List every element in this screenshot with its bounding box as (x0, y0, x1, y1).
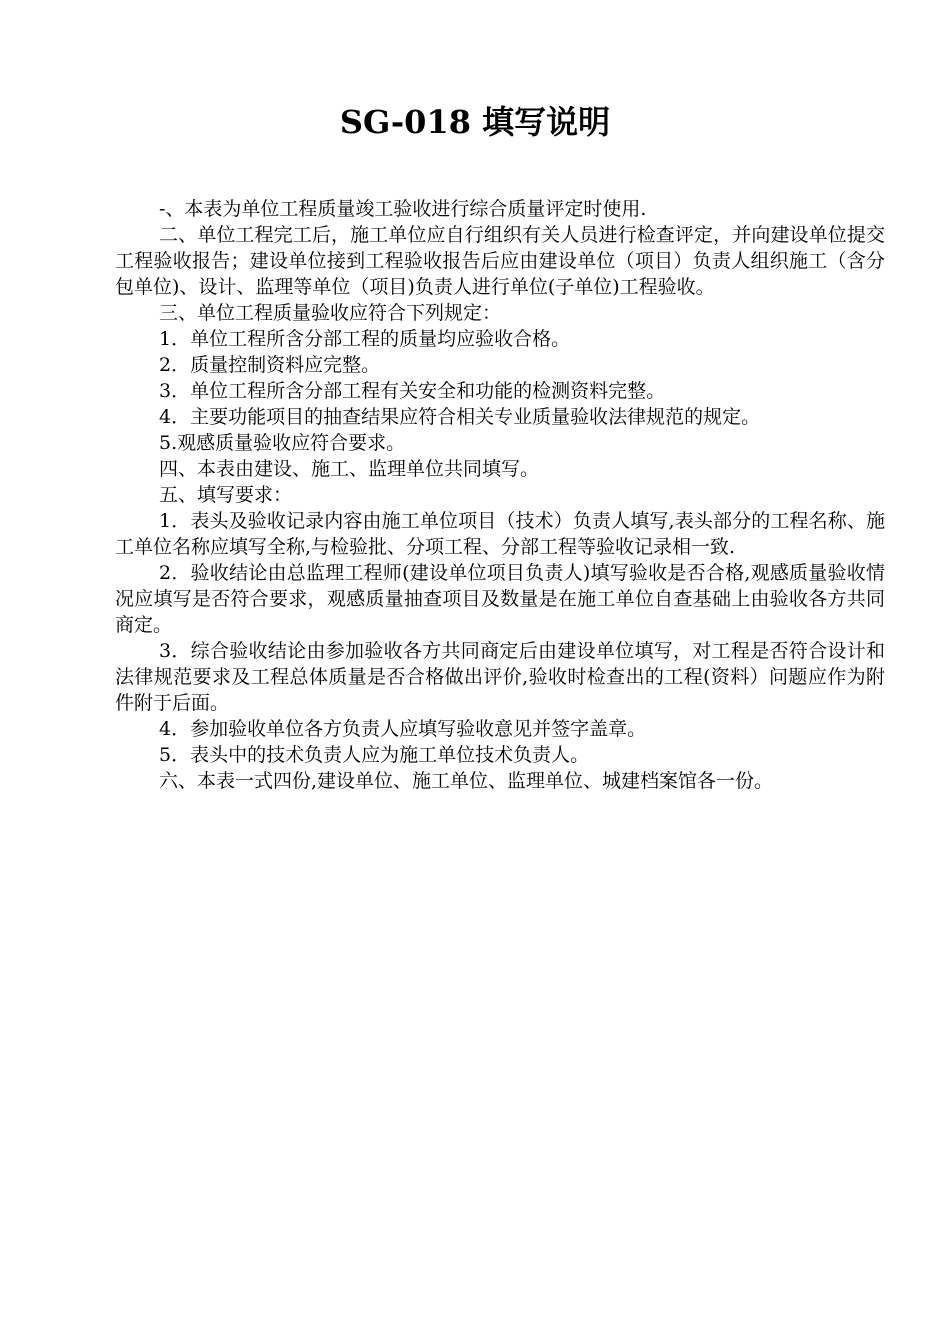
document-title: SG-018 填写说明 (339, 103, 611, 141)
paragraph-13: 3．综合验收结论由参加验收各方共同商定后由建设单位填写，对工程是否符合设计和法律规范要求及工程总体质量是否合格做出评价,验收时检查出的工程(资料）问题应作为附件附于后面。 (115, 640, 885, 714)
paragraph-16: 六、本表一式四份,建设单位、施工单位、监理单位、城建档案馆各一份。 (159, 770, 774, 792)
paragraph-14: 4．参加验收单位各方负责人应填写验收意见并签字盖章。 (159, 718, 647, 740)
paragraph-4: 1．单位工程所含分部工程的质量均应验收合格。 (159, 328, 571, 350)
paragraph-1: -、本表为单位工程质量竣工验收进行综合质量评定时使用. (159, 198, 647, 220)
paragraph-2: 二、单位工程完工后，施工单位应自行组织有关人员进行检查评定，并向建设单位提交工程验收报告；建设单位接到工程验收报告后应由建设单位（项目）负责人组织施工（含分包单位)、设计、监理等单位（项目)负责人进行单位(子单位)工程验收。 (115, 224, 885, 298)
paragraph-15: 5．表头中的技术负责人应为施工单位技术负责人。 (159, 744, 590, 766)
paragraph-6: 3．单位工程所含分部工程有关安全和功能的检测资料完整。 (159, 380, 666, 402)
document-body (115, 196, 885, 794)
paragraph-3: 三、单位工程质量验收应符合下列规定： (159, 302, 502, 324)
paragraph-7: 4．主要功能项目的抽查结果应符合相关专业质量验收法律规范的规定。 (159, 406, 761, 428)
paragraph-8: 5.观感质量验收应符合要求。 (159, 432, 406, 454)
paragraph-12: 2．验收结论由总监理工程师(建设单位项目负责人)填写验收是否合格,观感质量验收情况应填写是否符合要求，观感质量抽查项目及数量是在施工单位自查基础上由验收各方共同商定。 (115, 562, 885, 636)
paragraph-5: 2．质量控制资料应完整。 (159, 354, 381, 376)
paragraph-10: 五、填写要求： (159, 484, 293, 506)
paragraph-11: 1．表头及验收记录内容由施工单位项目（技术）负责人填写,表头部分的工程名称、施工单位名称应填写全称,与检验批、分项工程、分部工程等验收记录相一致. (115, 510, 885, 558)
paragraph-9: 四、本表由建设、施工、监理单位共同填写。 (159, 458, 540, 480)
